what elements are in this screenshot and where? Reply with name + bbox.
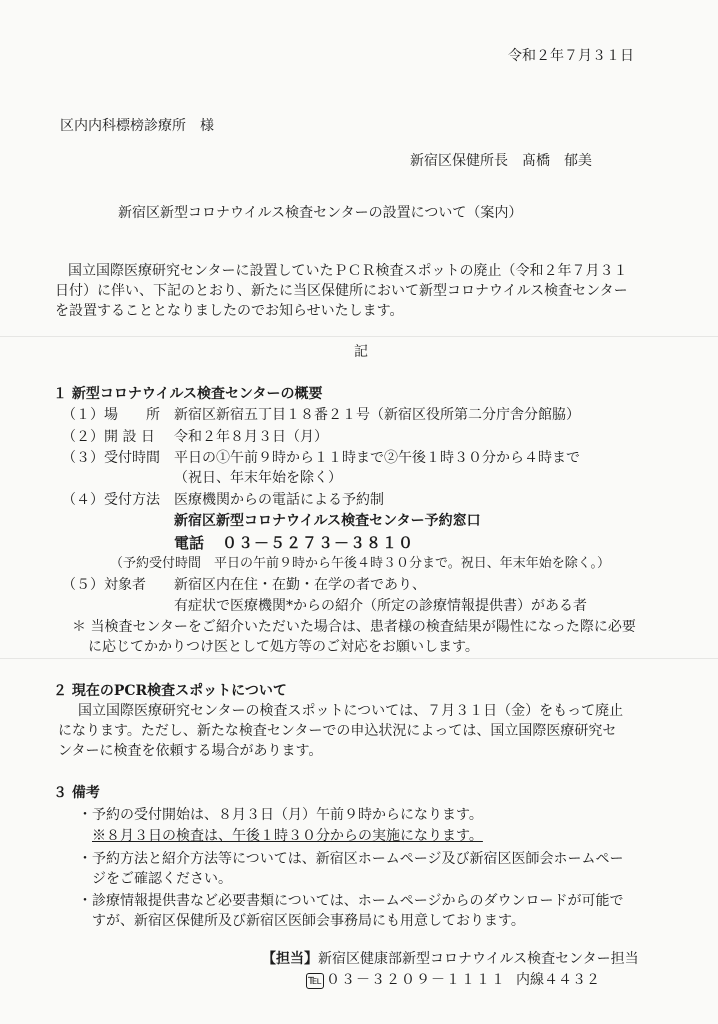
ki-mark: 記 (354, 344, 368, 360)
intro-line: 日付）に伴い、下記のとおり、新たに当区保健所において新型コロナウイルス検査センター (55, 283, 628, 299)
method-label: （４）受付方法 (62, 492, 160, 508)
section2-line: になります。ただし、新たな検査センターでの申込状況によっては、国立国際医療研究セ (58, 723, 617, 739)
contact-label: 【担当】 (262, 951, 318, 967)
place-label: （１）場 所 (62, 407, 160, 423)
addressee: 区内内科標榜診療所 様 (60, 118, 214, 134)
place-value: 新宿区新宿五丁目１８番２１号（新宿区役所第二分庁舎分館脇） (174, 407, 580, 423)
contact-dept: 新宿区健康部新型コロナウイルス検査センター担当 (318, 951, 639, 967)
contact-phone (306, 971, 600, 989)
intro-line: を設置することとなりましたのでお知らせいたします。 (55, 303, 404, 319)
reserve-phone (174, 534, 414, 552)
open-value: 令和２年８月３日（月） (174, 429, 328, 445)
remark-item-cont: ジをご確認ください。 (92, 871, 232, 887)
target-value: 新宿区内在住・在勤・在学の者であり、 (174, 577, 426, 593)
document-date: 令和２年７月３１日 (508, 48, 634, 64)
remark-item: ・予約の受付開始は、８月３日（月）午前９時からになります。 (78, 807, 483, 823)
scan-line (0, 658, 718, 659)
target-label: （５）対象者 (62, 577, 146, 593)
section3-heading: ３ 備考 (53, 785, 100, 801)
section2-line: ンターに検査を依頼する場合があります。 (58, 743, 323, 759)
section2-line: 国立国際医療研究センターの検査スポットについては、７月３１日（金）をもって廃止 (78, 703, 624, 719)
document-title: 新宿区新型コロナウイルス検査センターの設置について（案内） (118, 205, 523, 221)
contact-ext: 内線４４３２ (515, 972, 600, 988)
phone-number: ０３－５２７３－３８１０ (222, 534, 415, 552)
section1-heading: １ 新型コロナウイルス検査センターの概要 (53, 386, 323, 402)
hours-note: （祝日、年末年始を除く） (174, 470, 342, 486)
remark-item-cont: すが、新宿区保健所及び新宿区医師会事務局にも用意しております。 (92, 913, 525, 929)
section2-heading: ２ 現在のPCR検査スポットについて (53, 683, 287, 699)
hours-value: 平日の①午前９時から１１時まで②午後１時３０分から４時まで (174, 450, 580, 466)
remark-item: ・診療情報提供書など必要書類については、ホームページからのダウンロードが可能で (78, 893, 624, 909)
sender: 新宿区保健所長 髙橋 郁美 (410, 153, 592, 169)
note-line: ＊ 当検査センターをご紹介いただいた場合は、患者様の検査結果が陽性になった際に必要 (72, 619, 636, 635)
hours-label: （３）受付時間 (62, 450, 160, 466)
contact-line (262, 950, 639, 968)
intro-line: 国立国際医療研究センターに設置していたＰＣＲ検査スポットの廃止（令和２年７月３１ (68, 263, 628, 279)
reserve-window: 新宿区新型コロナウイルス検査センター予約窓口 (174, 513, 481, 529)
open-label: （２）開 設 日 (62, 429, 155, 445)
note-line: に応じてかかりつけ医として処方等のご対応をお願いします。 (88, 639, 479, 655)
reserve-hours: （予約受付時間 平日の午前９時から午後４時３０分まで。祝日、年末年始を除く。） (110, 556, 610, 571)
phone-label: 電話 (174, 534, 205, 552)
remark-item: ・予約方法と紹介方法等については、新宿区ホームページ及び新宿区医師会ホームペー (78, 851, 624, 867)
scan-line (0, 336, 718, 337)
target-value-2: 有症状で医療機関*からの紹介（所定の診療情報提供書）がある者 (174, 598, 587, 614)
method-value: 医療機関からの電話による予約制 (174, 492, 384, 508)
remark-note: ※８月３日の検査は、午後１時３０分からの実施になります。 (92, 828, 483, 844)
contact-tel: ０３－３２０９－１１１１ (325, 972, 506, 988)
telephone-icon: ℡ (308, 973, 322, 988)
